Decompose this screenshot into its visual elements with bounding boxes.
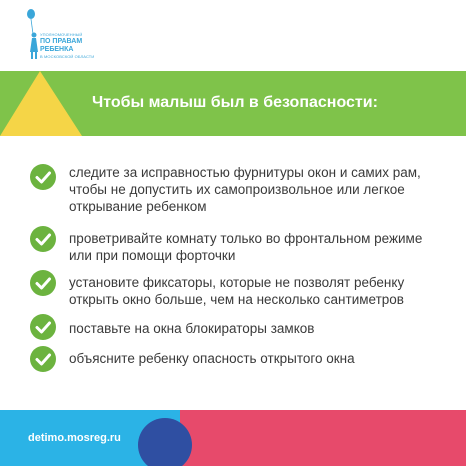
logo-line-1: УПОЛНОМОЧЕННЫЙ [40,32,83,37]
logo-line-2: ПО ПРАВАМ [40,38,83,45]
check-icon [30,226,56,252]
logo-line-3: РЕБЕНКА [40,46,74,53]
logo [24,8,95,64]
check-icon [30,270,56,296]
check-icon [30,314,56,340]
check-icon [30,164,56,190]
list-item-text: объясните ребенку опасность открытого окна [69,351,355,366]
footer-circle [138,418,192,466]
banner-title: Чтобы малыш был в безопасности: [92,94,378,111]
list-item-text: поставьте на окна блокираторы замков [69,321,315,336]
check-icon [30,346,56,372]
banner-triangle [0,71,90,136]
list-item-text: установите фиксаторы, которые не позволят ребенку открыть окно больше, чем на несколько сантиметров [69,275,405,307]
list-item-text: проветривайте комнату только во фронтальном режиме или при помощи форточки [69,231,423,263]
banner [0,71,466,136]
list-item-text: следите за исправностью фурнитуры окон и самих рам, чтобы не допустить их самопроизвольное или легкое открывание ребенком [69,165,421,214]
footer [0,410,466,466]
website-link[interactable]: detimo.mosreg.ru [28,432,121,444]
logo-line-4: В МОСКОВСКОЙ ОБЛАСТИ [40,54,95,59]
